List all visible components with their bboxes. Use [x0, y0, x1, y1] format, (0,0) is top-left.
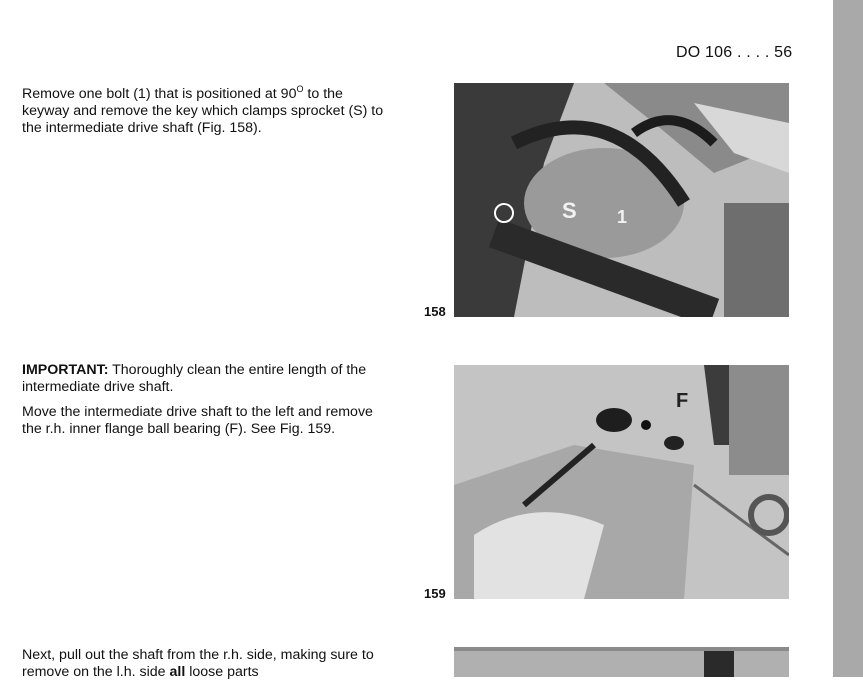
important-label: IMPORTANT:	[22, 362, 109, 378]
paragraph-important	[22, 362, 392, 396]
paragraph-move-shaft: Move the intermediate drive shaft to the left and remove the r.h. inner flange ball bearing (F). See Fig. 159.	[22, 404, 373, 437]
figure-159-photo	[454, 365, 789, 599]
callout-1: 1	[617, 207, 628, 227]
figure-158-label: 158	[424, 304, 446, 319]
callout-s: S	[562, 198, 577, 223]
paragraph-text: Next, pull out the shaft from the r.h. side, making sure to remove on the l.h. side	[22, 647, 374, 680]
degree-superscript: O	[296, 84, 304, 94]
figure-158-photo	[454, 83, 789, 317]
paragraph-pull-shaft	[22, 647, 392, 681]
important-text: Thoroughly clean the entire length of the intermediate drive shaft.	[22, 362, 367, 395]
bold-word: all	[169, 664, 186, 680]
paragraph-text: Remove one bolt (1) that is positioned at 90	[22, 86, 297, 102]
paragraph-text-cont: to the keyway and remove the key which clamps sprocket (S) to the intermediate drive shaft (Fig. 158).	[22, 86, 384, 136]
page-reference: DO 106 . . . . 56	[676, 44, 793, 61]
page-edge-bar	[833, 0, 863, 677]
paragraph-text-cont: loose parts	[185, 664, 259, 680]
paragraph-remove-bolt	[22, 81, 392, 137]
callout-f: F	[676, 390, 689, 412]
figure-159-label: 159	[424, 586, 446, 601]
figure-160-photo	[454, 647, 789, 677]
